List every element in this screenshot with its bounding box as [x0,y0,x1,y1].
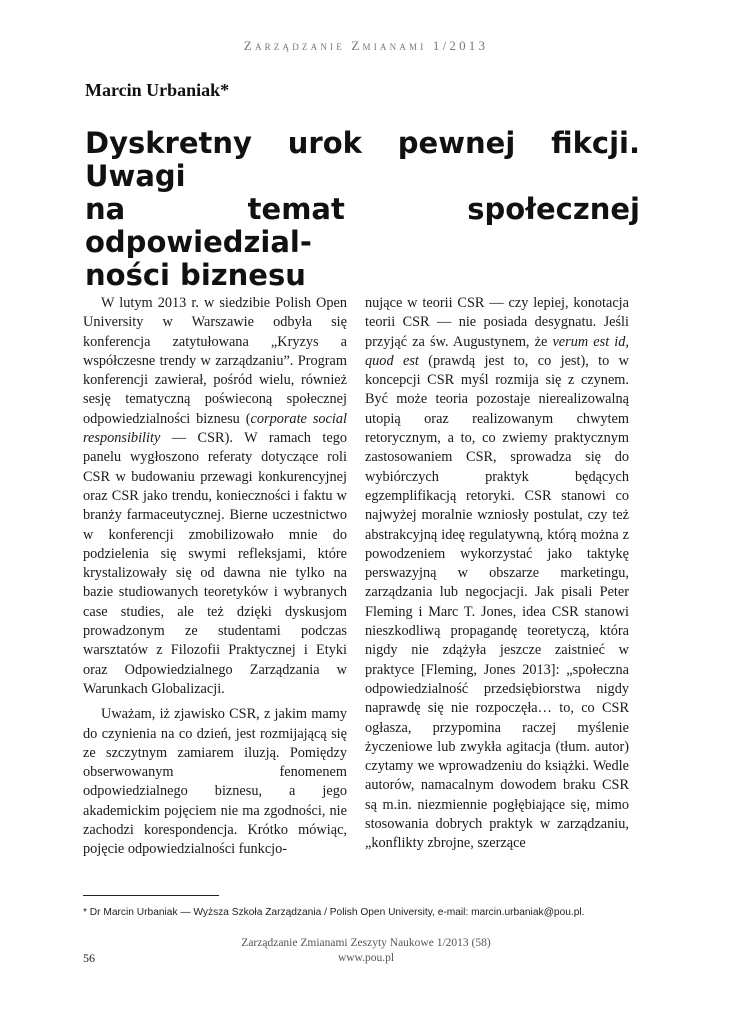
body-paragraph [83,705,347,859]
footnote-divider [83,895,219,896]
body-text: (prawdą jest to, co jest), to w koncepcji CSR myśl rozmija się z czynem. Być może teoria pozostaje nierealizowalną utopią oraz realizowanym chwytem retorycznym, a to, co zwiemy praktycznym zastosowaniem CSR, sprowadza się do wybiórczych praktyk będących egzemplifikacją retoryki. CSR stanowi co najwyżej moralnie wzniosły postulat, czy też abstrakcyjną ideę regulatywną, którą można z powodzeniem wykorzystać jako taktykę perswazyjną w obszarze marketingu, zarządzania lub negocjacji. Jak pisali Peter Fleming i Marc T. Jones, idea CSR stanowi nieszkodliwą propagandę teoretyczą, która nigdy nie zdążyła jeszcze zaistnieć w praktyce [Fleming, Jones 2013]: „społeczna odpowiedzialność przedsiębiorstwa nigdy naprawdę się nie rozpoczęła… to, co CSR ogłasza, przypomina raczej myślenie życzeniowe lub zwykła agitacja (tłum. autor) czytamy we wprowadzeniu do książki. Wedle autorów, namacalnym dowodem braku CSR są m.in. niezmiennie pogłębiające się, mimo stosowania dobrych praktyk w zarządzaniu, „konflikty zbrojne, szerzące [365,352,629,852]
running-head: Zarządzanie Zmianami 1/2013 [243,38,489,53]
body-italic-text: corporate social responsibility [83,410,347,447]
journal-title: Zarządzanie Zmianami Zeszyty Naukowe 1/2013 (58) [241,937,491,949]
title-line-3: ności biznesu [85,258,306,292]
title-line-2: na temat społecznej odpowiedzial- [85,192,640,259]
page-number: 56 [83,951,95,965]
body-column-right [365,294,629,854]
body-text: W lutym 2013 r. w siedzibie Polish Open University w Warszawie odbyła się konferencja zatytułowana „Kryzys a współczesne trendy w zarządzaniu”. Program konferencji zawierał, pośród wielu, również sesję tematyczną poświeconą społecznej odpowiedzialności biznesu ( [83,295,347,427]
body-column-left [83,294,347,860]
body-italic-text: verum est id, quod est [365,333,629,369]
body-paragraph [83,294,347,699]
title-line-1: Dyskretny urok pewnej fikcji. Uwagi [85,126,640,193]
body-paragraph [365,294,629,854]
body-text: Uważam, iż zjawisko CSR, z jakim mamy do czynienia na co dzień, jest rozmijającą się ze szczytnym zamiarem iluzją. Pomiędzy obserwowanym fenomenem odpowiedzialnego biznesu, a jego akademickim pojęciem nie ma zgodności, nie zachodzi korespondencja. Krótko mówiąc, pojęcie odpowiedzialności funkcjo- [83,706,347,858]
journal-footer [0,936,732,966]
body-text: — CSR). W ramach tego panelu wygłoszono referaty dotyczące roli CSR w budowaniu przewagi konkurencyjnej oraz CSR jako trendu, konieczności i faktu w branży farmaceutycznej. Bierne uczestnictwo w konferencji zmobilizowało mnie do podzielenia się swymi refleksjami, które krystalizowały się od dawna nie tylko na bazie studiowanych teoretyków i wybranych case studies, ale też dzięki dyskusjom prowadzonym ze studentami podczas warsztatów z Filozofii Praktycznej i Etyki oraz Odpowiedzialnego Zarządzania w Warunkach Globalizacji. [83,430,347,697]
author-name: Marcin Urbaniak* [85,80,230,100]
article-title [85,127,640,292]
footnote: * Dr Marcin Urbaniak — Wyższa Szkoła Zarządzania / Polish Open University, e-mail: marcin.urbaniak@pou.pl. [83,907,585,918]
body-text: nujące w teorii CSR — czy lepiej, konotacja teorii CSR — nie posiada desygnatu. Jeśli przyjąć za św. Augustynem, że [365,295,629,350]
journal-url: www.pou.pl [337,952,395,964]
